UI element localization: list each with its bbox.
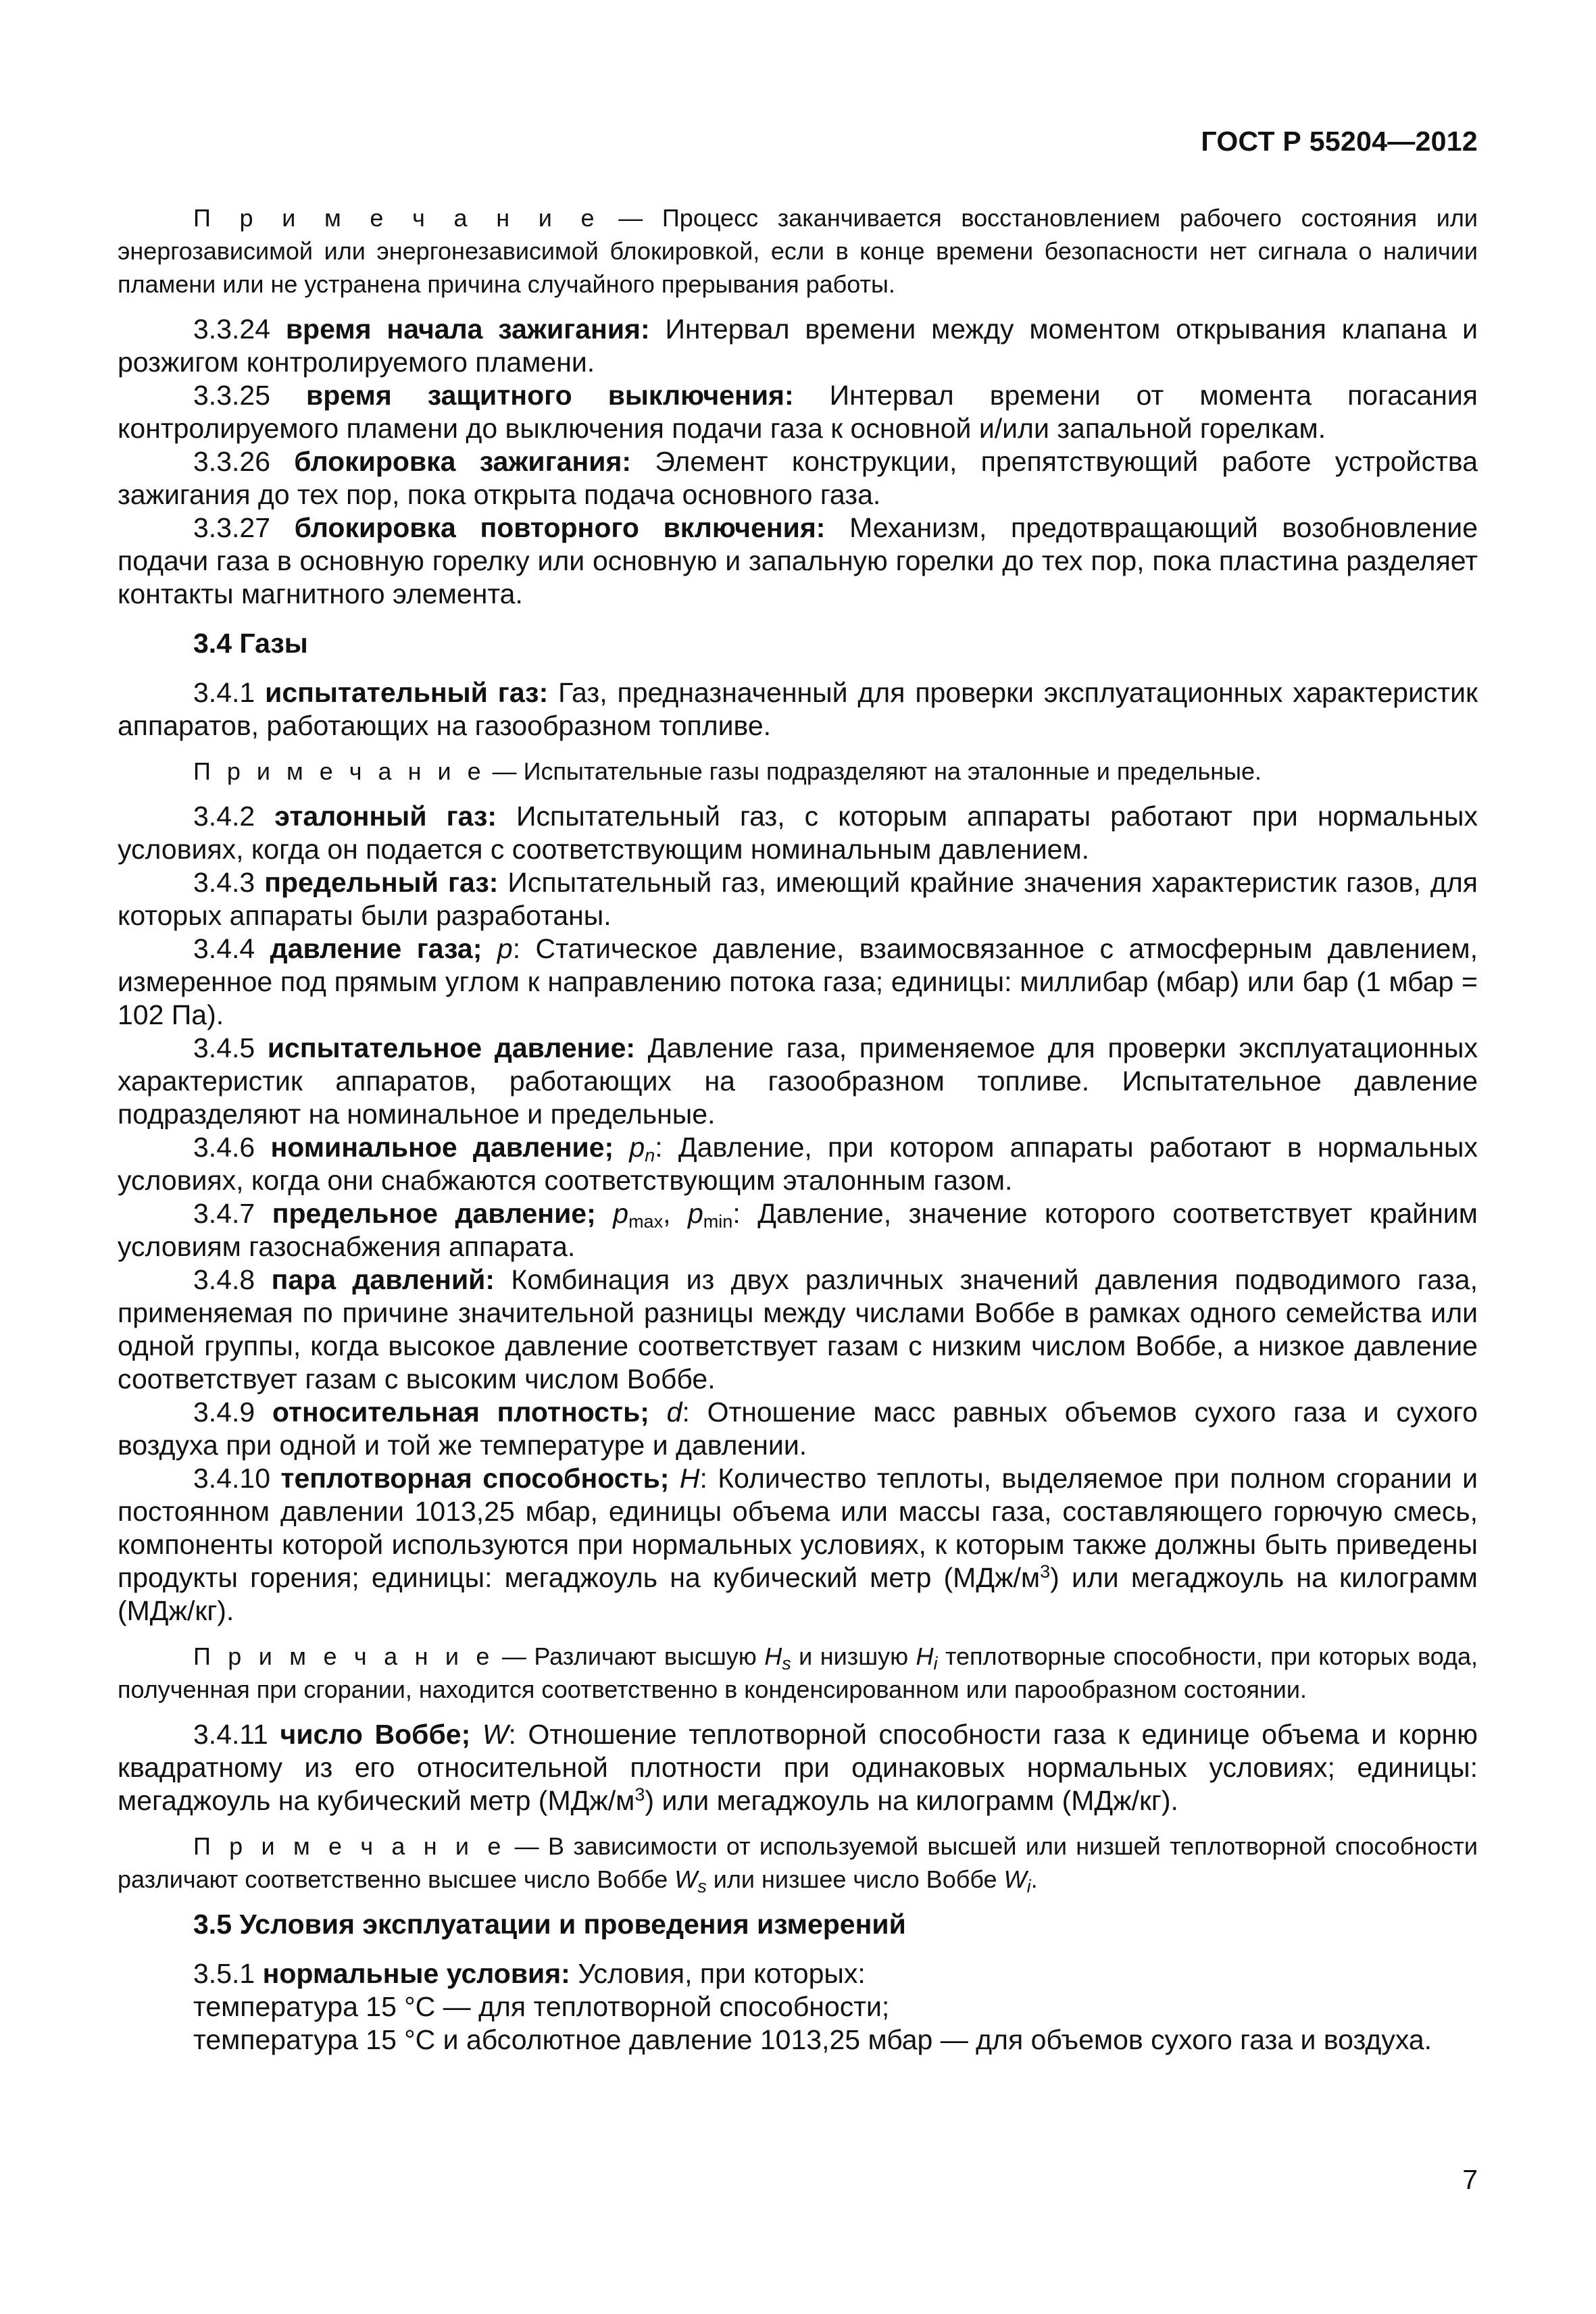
term-name: испытательный газ:: [265, 677, 549, 708]
superscript: 3: [634, 1784, 645, 1805]
term-3-3-25: [118, 379, 1478, 445]
term-symbol-subscript: n: [645, 1145, 655, 1165]
term-symbol: d: [666, 1397, 682, 1428]
term-definition: Давление газа, применяемое для проверки эксплуатационных характеристик аппаратов, работающих на газообразном топливе. Испытательное давление подразделяют на номинальное и предельные.: [118, 1032, 1478, 1130]
term-3-4-6: [118, 1131, 1478, 1197]
note-symbol: H: [764, 1642, 782, 1670]
term-name: эталонный газ:: [274, 801, 497, 832]
term-3-4-11: [118, 1718, 1478, 1817]
term-definition: Механизм, предотвращающий возобновление подачи газа в основную горелку или основную и запальную горелки до тех пор, пока пластина разделяет контакты магнитного элемента.: [118, 512, 1478, 609]
note-paragraph: [118, 1830, 1478, 1896]
term-number: 3.4.6: [193, 1132, 271, 1163]
term-number: 3.4.2: [193, 801, 275, 832]
term-name: давление газа;: [270, 933, 482, 964]
term-number: 3.4.4: [193, 933, 270, 964]
term-name: номинальное давление;: [270, 1132, 614, 1163]
term-definition: Испытательный газ, имеющий крайние значения характеристик газов, для которых аппараты были разработаны.: [118, 867, 1478, 931]
note-symbol-subscript: s: [782, 1653, 791, 1674]
term-definition: : Давление, при котором аппараты работают в нормальных условиях, когда они снабжаются соответствующим эталонным газом.: [118, 1132, 1478, 1196]
note-label: П р и м е ч а н и е: [193, 757, 486, 785]
document-body: [118, 201, 1478, 2057]
section-heading-3-4: 3.4 Газы: [193, 628, 308, 659]
note-text: Испытательные газы подразделяют на эталонные и предельные.: [523, 757, 1262, 785]
note-text: или низшее число Воббе: [706, 1865, 1004, 1893]
term-number: 3.4.7: [193, 1198, 272, 1229]
term-symbol-subscript: max: [628, 1211, 664, 1232]
note-symbol-subscript: s: [697, 1876, 707, 1896]
term-definition: : Отношение масс равных объемов сухого газа и сухого воздуха при одной и той же температуре и давлении.: [118, 1397, 1478, 1461]
note-label: П р и м е ч а н и е: [193, 1642, 495, 1670]
note-dash: —: [485, 757, 524, 785]
term-3-4-4: [118, 932, 1478, 1032]
term-3-3-24: [118, 313, 1478, 379]
term-symbol: p: [613, 1198, 629, 1229]
term-definition: Интервал времени между моментом открывания клапана и розжигом контролируемого пламени.: [118, 313, 1478, 378]
term-number: 3.4.3: [193, 867, 265, 898]
term-3-3-26: [118, 445, 1478, 511]
term-name: блокировка зажигания:: [294, 446, 632, 477]
term-name: испытательное давление:: [267, 1032, 636, 1063]
note-text: Процесс заканчивается восстановлением рабочего состояния или энергозависимой или энергонезависимой блокировкой, если в конце времени безопасности нет сигнала о наличии пламени или не устранена причина случайного прерывания работы.: [118, 204, 1478, 298]
note-text: В зависимости от используемой высшей или низшей теплотворной способности различают соответственно высшее число Воббе: [118, 1832, 1478, 1893]
note-symbol-subscript: i: [1026, 1876, 1031, 1896]
section-heading-3-5: 3.5 Условия эксплуатации и проведения измерений: [193, 1909, 906, 1940]
term-3-4-2: [118, 800, 1478, 866]
term-3-4-5: [118, 1032, 1478, 1131]
term-name: предельный газ:: [264, 867, 499, 898]
term-definition: : Количество теплоты, выделяемое при полном сгорании и постоянном давлении 1013,25 мбар, единицы объема или массы газа, составляющего горючую смесь, компоненты которой используются при нормальных условиях, к которым также должны быть приведены продукты горения; единицы: мегаджоуль на кубический метр (МДж/м: [118, 1463, 1478, 1593]
term-name: теплотворная способность;: [280, 1463, 670, 1494]
term-3-4-9: [118, 1396, 1478, 1462]
term-definition: Условия, при которых:: [570, 1958, 866, 1989]
term-number: 3.4.11: [193, 1719, 280, 1750]
term-definition: : Статическое давление, взаимосвязанное с атмосферным давлением, измеренное под прямым углом к направлению потока газа; единицы: миллибар (мбар) или бар (1 мбар = 102 Па).: [118, 933, 1478, 1030]
term-symbol: p: [497, 933, 513, 964]
term-3-4-1: [118, 676, 1478, 743]
term-number: 3.4.9: [193, 1397, 272, 1428]
note-paragraph: [118, 1640, 1478, 1706]
term-symbol-subscript: min: [703, 1211, 733, 1232]
term-number: 3.3.26: [193, 446, 295, 477]
note-symbol: W: [674, 1865, 698, 1893]
term-definition-end: ) или мегаджоуль на килограмм (МДж/кг).: [645, 1785, 1178, 1816]
note-text: теплотворные способности, при которых вода, полученная при сгорании, находится соответственно в конденсированном или парообразном состоянии.: [118, 1642, 1478, 1703]
term-definition: : Давление, значение которого соответствует крайним условиям газоснабжения аппарата.: [118, 1198, 1478, 1262]
term-number: 3.4.1: [193, 677, 266, 708]
note-paragraph: [118, 201, 1478, 301]
term-symbol: p: [687, 1198, 703, 1229]
term-number: 3.4.10: [193, 1463, 281, 1494]
page-number: 7: [1462, 2164, 1478, 2195]
term-number: 3.3.24: [193, 313, 286, 345]
term-3-4-3: [118, 866, 1478, 932]
term-3-5-1: [118, 1957, 1478, 1990]
term-definition: Элемент конструкции, препятствующий работе устройства зажигания до тех пор, пока открыта подача основного газа.: [118, 446, 1478, 510]
note-dash: —: [599, 204, 662, 232]
note-text: .: [1030, 1865, 1038, 1893]
term-symbol: p: [629, 1132, 645, 1163]
term-3-3-27: [118, 511, 1478, 611]
term-name: число Воббе;: [280, 1719, 471, 1750]
term-number: 3.3.27: [193, 512, 295, 543]
term-name: относительная плотность;: [272, 1397, 649, 1428]
note-symbol-subscript: i: [933, 1653, 938, 1674]
term-name: нормальные условия:: [262, 1958, 570, 1989]
note-label: П р и м е ч а н и е: [193, 1832, 506, 1860]
term-name: время защитного выключения:: [306, 380, 794, 411]
note-paragraph: [118, 755, 1478, 788]
term-number: 3.3.25: [193, 380, 307, 411]
term-definition-end: ) или мегаджоуль на килограмм (МДж/кг).: [118, 1562, 1478, 1626]
condition-line-calorific: температура 15 °С — для теплотворной способности;: [193, 1991, 890, 2022]
term-number: 3.5.1: [193, 1958, 263, 1989]
term-symbol: H: [679, 1463, 700, 1494]
term-symbol: W: [482, 1719, 509, 1750]
term-definition: Интервал времени от момента погасания контролируемого пламени до выключения подачи газа к основной и/или запальной горелкам.: [118, 380, 1478, 444]
term-name: время начала зажигания:: [285, 313, 650, 345]
term-3-4-10: [118, 1462, 1478, 1628]
term-definition: Комбинация из двух различных значений давления подводимого газа, применяемая по причине значительной разницы между числами Воббе в рамках одного семейства или одной группы, когда высокое давление соответствует газам с низким числом Воббе, а низкое давление соответствует газам с высоким числом Воббе.: [118, 1264, 1478, 1394]
term-name: блокировка повторного включения:: [294, 512, 826, 543]
term-definition: : Отношение теплотворной способности газа к единице объема и корню квадратному из его относительной плотности при одинаковых нормальных условиях; единицы: мегаджоуль на кубический метр (МДж/м: [118, 1719, 1478, 1816]
superscript: 3: [1040, 1561, 1051, 1582]
term-number: 3.4.8: [193, 1264, 272, 1295]
note-symbol: H: [916, 1642, 934, 1670]
term-name: пара давлений:: [271, 1264, 495, 1295]
note-label: П р и м е ч а н и е: [193, 204, 599, 232]
note-symbol: W: [1003, 1865, 1027, 1893]
note-dash: —: [505, 1832, 548, 1860]
note-dash: —: [494, 1642, 534, 1670]
term-definition: Газ, предназначенный для проверки эксплуатационных характеристик аппаратов, работающих на газообразном топливе.: [118, 677, 1478, 741]
term-definition: Испытательный газ, с которым аппараты работают при нормальных условиях, когда он подается с соответствующим номинальным давлением.: [118, 801, 1478, 865]
note-text: Различают высшую: [534, 1642, 765, 1670]
term-3-4-7: [118, 1197, 1478, 1263]
term-number: 3.4.5: [193, 1032, 268, 1063]
term-name: предельное давление;: [272, 1198, 596, 1229]
document-code-header: ГОСТ Р 55204—2012: [1201, 126, 1478, 157]
note-text: и низшую: [791, 1642, 916, 1670]
term-3-4-8: [118, 1263, 1478, 1396]
condition-line-volumes: температура 15 °С и абсолютное давление 1013,25 мбар — для объемов сухого газа и воздуха.: [193, 2024, 1432, 2055]
symbol-separator: ,: [663, 1198, 688, 1229]
